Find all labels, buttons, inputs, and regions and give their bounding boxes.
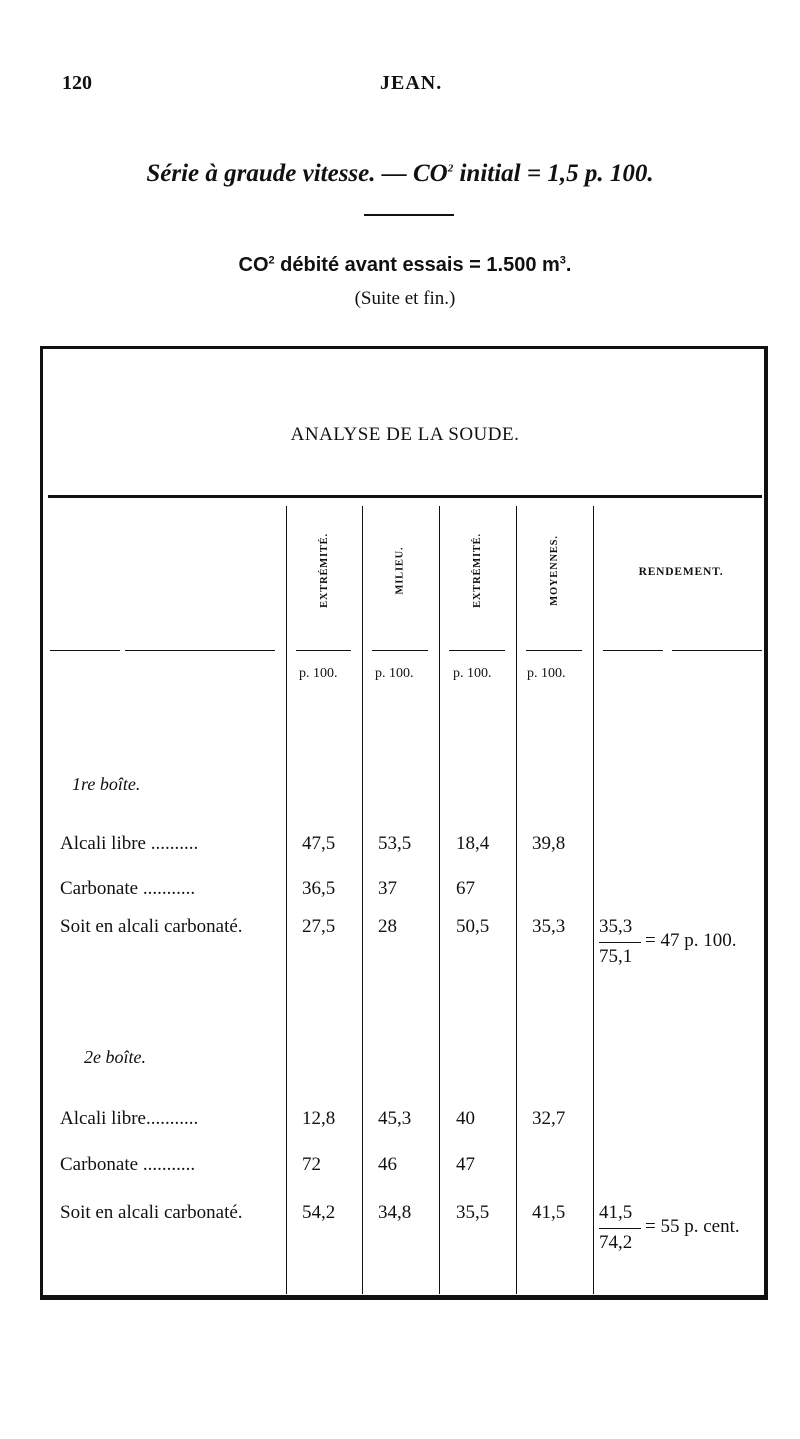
heading-rule	[48, 495, 762, 498]
table-cell: 18,4	[456, 833, 490, 854]
row-label: Carbonate ...........	[60, 1154, 196, 1175]
unit-label: p. 100.	[375, 666, 414, 681]
header-rule	[372, 650, 428, 651]
table-cell: 41,5	[532, 1202, 566, 1223]
section-label: 1re boîte.	[72, 774, 141, 794]
table-cell: 67	[456, 878, 475, 899]
section-label: 2e boîte.	[84, 1047, 146, 1067]
table-cell: 35,5	[456, 1202, 490, 1223]
row-label: Carbonate ...........	[60, 878, 196, 899]
header-rule	[449, 650, 505, 651]
unit-label: p. 100.	[453, 666, 492, 681]
table-title	[0, 160, 800, 188]
title-rest: initial = 1,5 p. 100.	[453, 160, 654, 187]
subtitle-pre: CO	[238, 254, 269, 276]
row-label: Soit en alcali carbonaté.	[60, 916, 243, 937]
table-cell: 72	[302, 1154, 321, 1175]
header-rule	[296, 650, 351, 651]
column-header-milieu: MILIEU.	[394, 546, 406, 594]
row-label: Soit en alcali carbonaté.	[60, 1202, 243, 1223]
table-cell: 47	[456, 1154, 475, 1175]
header-rule	[526, 650, 582, 651]
row-label: Alcali libre...........	[60, 1108, 199, 1129]
fraction-bar	[599, 1228, 641, 1229]
table-cell: 28	[378, 916, 397, 937]
column-header-extremite-2: EXTRÉMITÉ.	[471, 532, 483, 608]
header-rule	[125, 650, 275, 651]
running-head: JEAN.	[380, 72, 443, 94]
table-cell: 40	[456, 1108, 475, 1129]
table-heading: ANALYSE DE LA SOUDE.	[290, 424, 520, 445]
title-superscript: 2	[447, 162, 454, 175]
column-divider	[516, 506, 517, 1294]
rendement-denominator: 75,1	[599, 946, 633, 967]
column-divider	[439, 506, 440, 1294]
rendement-numerator: 35,3	[599, 916, 633, 937]
rendement-denominator: 74,2	[599, 1232, 633, 1253]
table-cell: 54,2	[302, 1202, 336, 1223]
continuation-note: (Suite et fin.)	[354, 288, 456, 309]
table-cell: 27,5	[302, 916, 336, 937]
unit-label: p. 100.	[299, 666, 338, 681]
rendement-result: = 55 p. cent.	[645, 1216, 740, 1237]
table-cell: 12,8	[302, 1108, 336, 1129]
rendement-numerator: 41,5	[599, 1202, 633, 1223]
table-cell: 36,5	[302, 878, 336, 899]
subtitle	[0, 254, 800, 277]
subtitle-superscript: 2	[268, 254, 275, 267]
fraction-bar	[599, 942, 641, 943]
table-cell: 32,7	[532, 1108, 566, 1129]
header-rule	[50, 650, 120, 651]
table-cell: 50,5	[456, 916, 490, 937]
subtitle-end: .	[565, 254, 572, 276]
table-cell: 34,8	[378, 1202, 412, 1223]
title-rule	[364, 214, 454, 216]
column-header-extremite-1: EXTRÉMITÉ.	[318, 532, 330, 608]
column-header-rendement: RENDEMENT.	[638, 566, 724, 578]
row-label: Alcali libre ..........	[60, 833, 199, 854]
rendement-result: = 47 p. 100.	[645, 930, 737, 951]
column-divider	[286, 506, 287, 1294]
column-divider	[362, 506, 363, 1294]
column-divider	[593, 506, 594, 1294]
subtitle-mid: débité avant essais = 1.500 m	[274, 254, 560, 276]
unit-label: p. 100.	[527, 666, 566, 681]
title-main: Série à graude vitesse. — CO	[146, 160, 448, 187]
header-rule	[603, 650, 663, 651]
page-number: 120	[62, 72, 92, 94]
table-cell: 47,5	[302, 833, 336, 854]
subtitle-superscript-2: 3	[559, 254, 566, 267]
table-cell: 35,3	[532, 916, 566, 937]
column-header-moyennes: MOYENNES.	[548, 534, 560, 606]
table-cell: 37	[378, 878, 397, 899]
table-cell: 45,3	[378, 1108, 412, 1129]
table-cell: 53,5	[378, 833, 412, 854]
header-rule	[672, 650, 762, 651]
table-cell: 46	[378, 1154, 397, 1175]
table-cell: 39,8	[532, 833, 566, 854]
